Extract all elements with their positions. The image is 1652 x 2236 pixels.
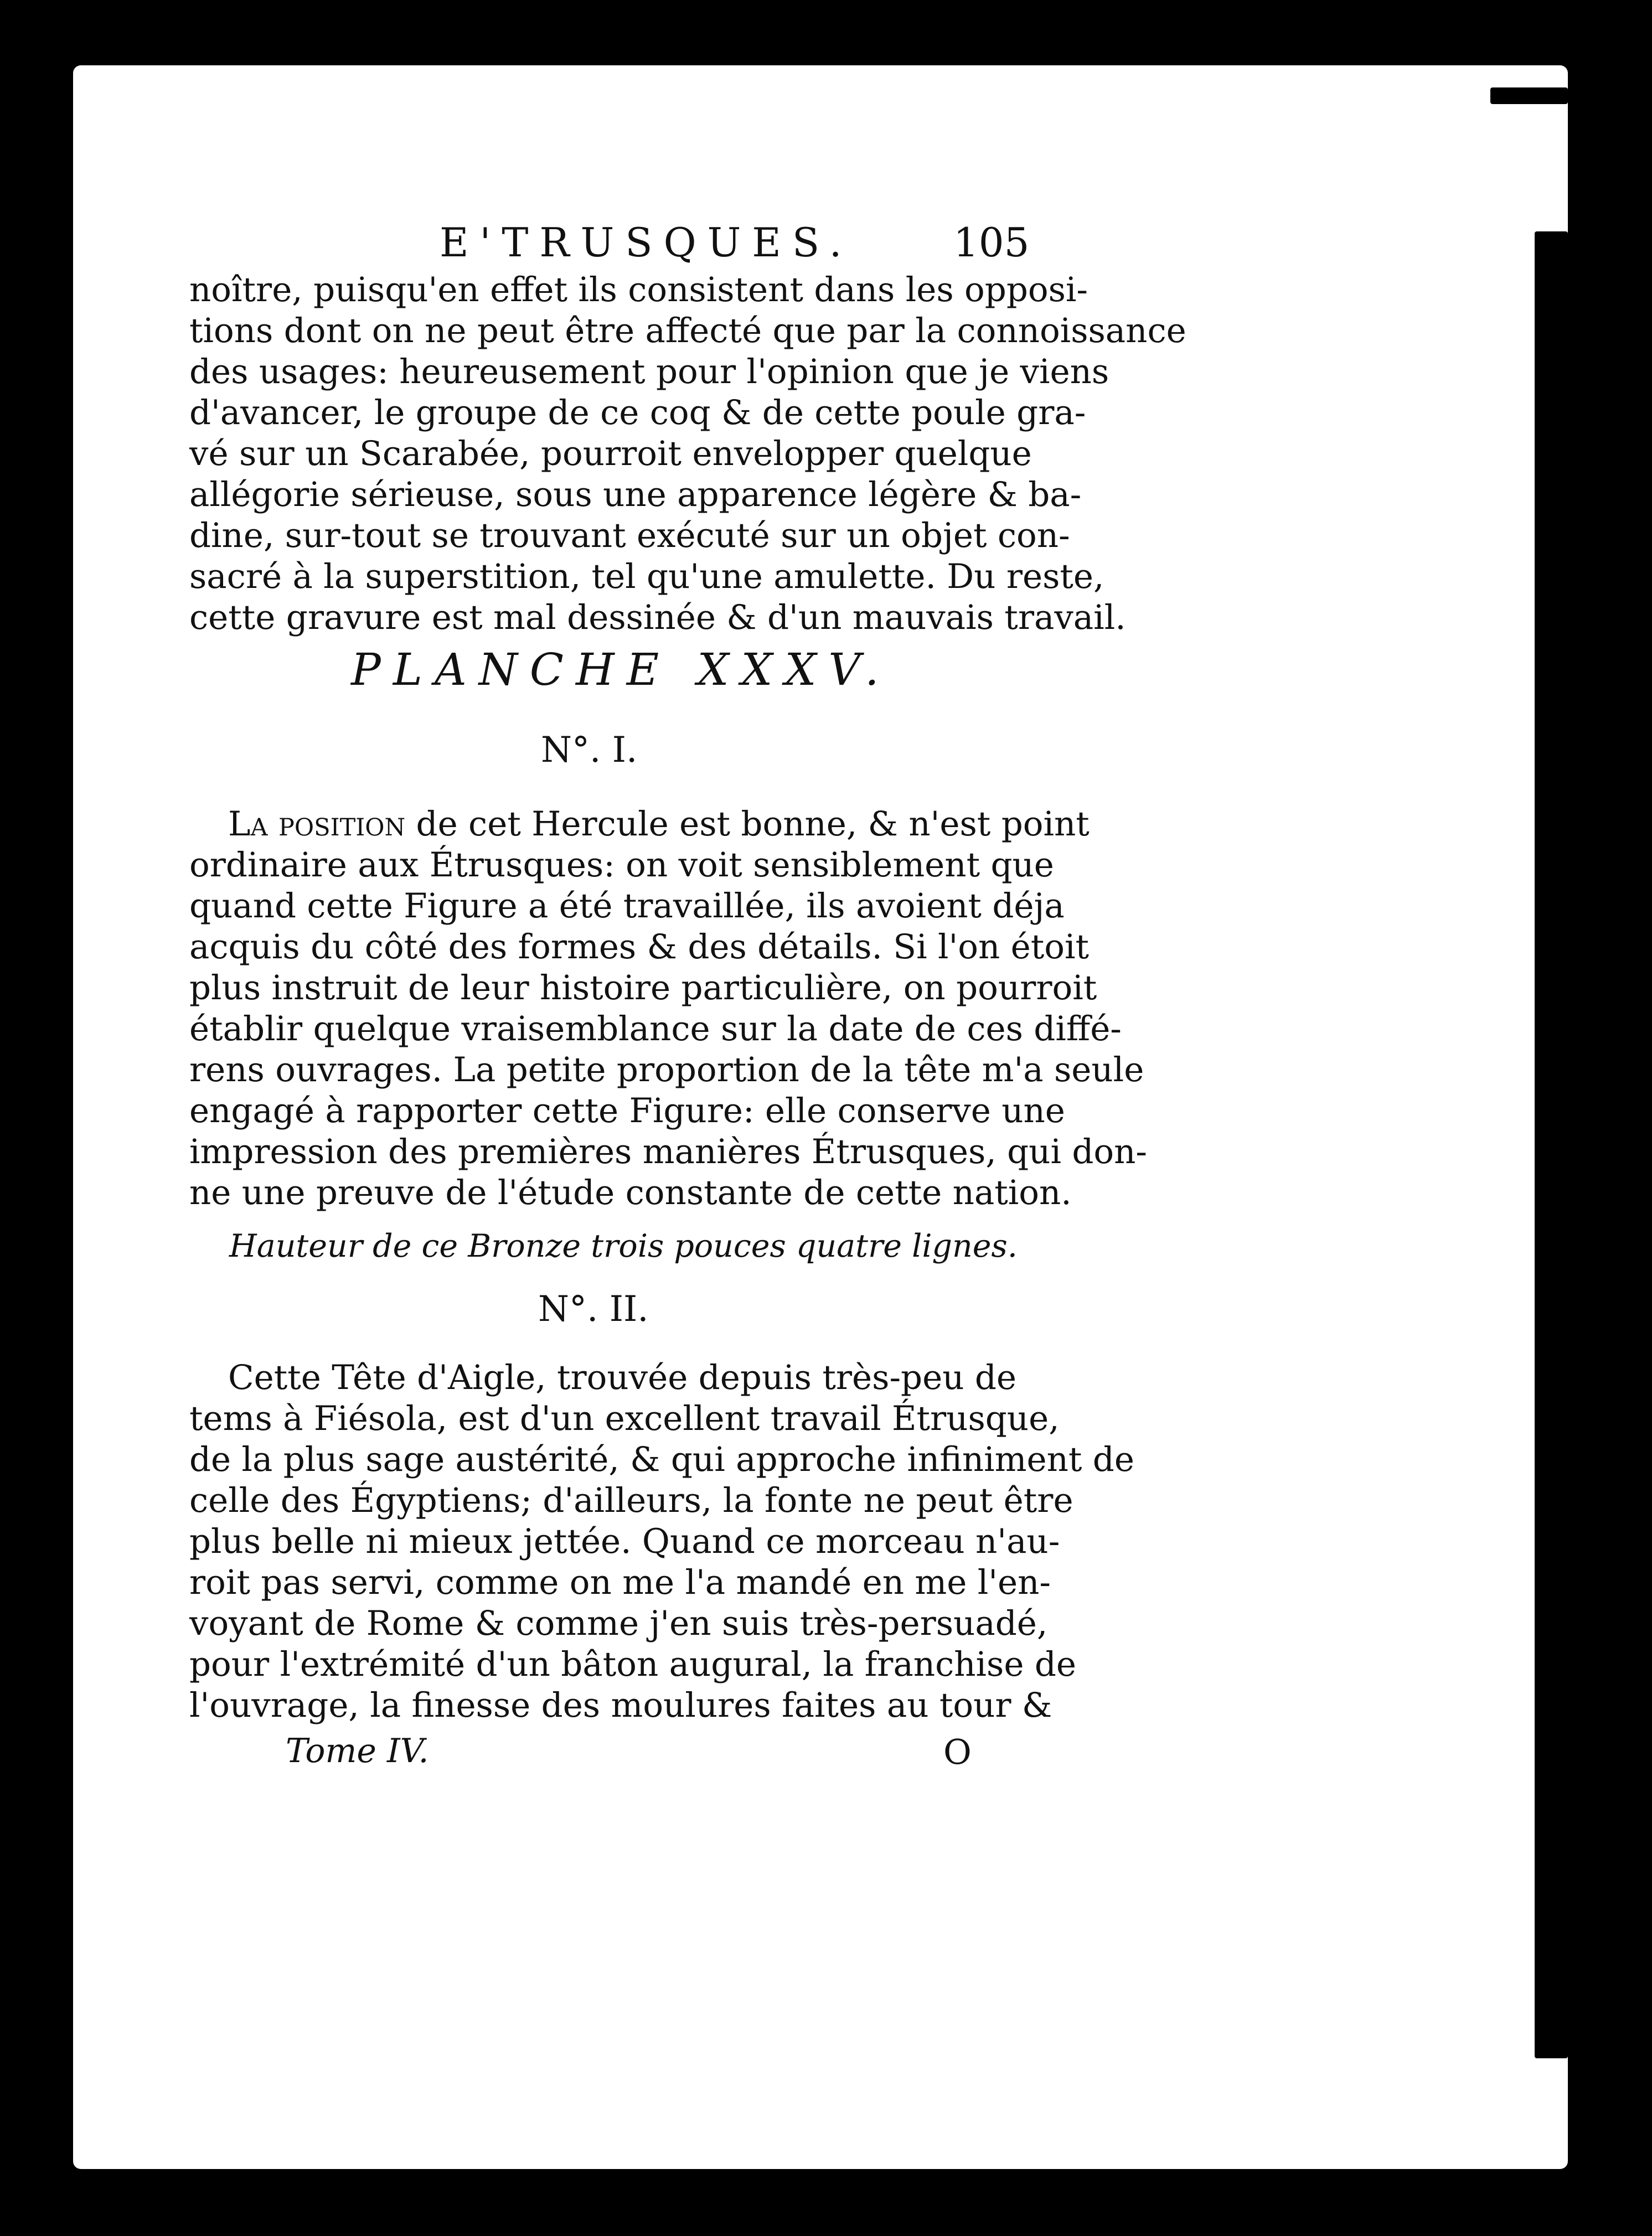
text-line: plus belle ni mieux jettée. Quand ce morceau n'au- [189,1522,1060,1561]
text-line: allégorie sérieuse, sous une apparence légère & ba- [189,475,1082,514]
text-line: Cette Tête d'Aigle, trouvée depuis très-peu de [228,1358,1017,1397]
text-line: d'avancer, le groupe de ce coq & de cette poule gra- [189,393,1086,432]
text-line: celle des Égyptiens; d'ailleurs, la fonte ne peut être [189,1481,1073,1520]
page-number: 105 [953,219,1030,266]
text-line: établir quelque vraisemblance sur la date de ces diffé- [189,1009,1122,1049]
text-line: impression des premières manières Étrusques, qui don- [189,1132,1148,1171]
text-line: dine, sur-tout se trouvant exécuté sur un objet con- [189,516,1070,555]
first-line-rest: de cet Hercule est bonne, & n'est point [405,804,1090,844]
text-line: de la plus sage austérité, & qui approche infiniment de [189,1440,1134,1479]
text-line: quand cette Figure a été travaillée, ils avoient déja [189,886,1065,926]
text-line: pour l'extrémité d'un bâton augural, la franchise de [189,1645,1076,1684]
text-line: cette gravure est mal dessinée & d'un mauvais travail. [189,598,1126,637]
text-line-first [228,804,1090,844]
text-line: engagé à rapporter cette Figure: elle conserve une [189,1091,1065,1130]
plate-heading: PLANCHE XXXV. [351,644,891,695]
scan-noise [1490,87,1568,104]
section-heading-1: N°. I. [541,730,638,771]
scan-noise [1535,231,1568,2058]
section-heading-2: N°. II. [538,1289,649,1330]
book-page [73,65,1568,2169]
text-line: noître, puisqu'en effet ils consistent dans les opposi- [189,270,1088,309]
lead-smallcaps: La position [228,804,406,844]
text-line: des usages: heureusement pour l'opinion que je viens [189,352,1109,391]
text-line: vé sur un Scarabée, pourroit envelopper quelque [189,434,1032,473]
bronze-caption: Hauteur de ce Bronze trois pouces quatre lignes. [229,1228,1018,1264]
text-line: ne une preuve de l'étude constante de cette nation. [189,1173,1072,1212]
text-line: tions dont on ne peut être affecté que par la connoissance [189,311,1186,350]
running-header-title: E'TRUSQUES. [440,219,853,266]
text-line: voyant de Rome & comme j'en suis très-persuadé, [189,1604,1048,1643]
footer-signature: O [943,1732,972,1772]
text-line: acquis du côté des formes & des détails. Si l'on étoit [189,927,1090,967]
text-line: sacré à la superstition, tel qu'une amulette. Du reste, [189,557,1104,596]
text-line: plus instruit de leur histoire particulière, on pourroit [189,968,1097,1008]
text-line: roit pas servi, comme on me l'a mandé en me l'en- [189,1563,1051,1602]
text-line: tems à Fiésola, est d'un excellent travail Étrusque, [189,1399,1060,1438]
text-line: l'ouvrage, la finesse des moulures faites au tour & [189,1686,1052,1725]
footer-tome: Tome IV. [286,1732,429,1770]
text-line: rens ouvrages. La petite proportion de la tête m'a seule [189,1050,1144,1089]
text-line: ordinaire aux Étrusques: on voit sensiblement que [189,845,1054,885]
